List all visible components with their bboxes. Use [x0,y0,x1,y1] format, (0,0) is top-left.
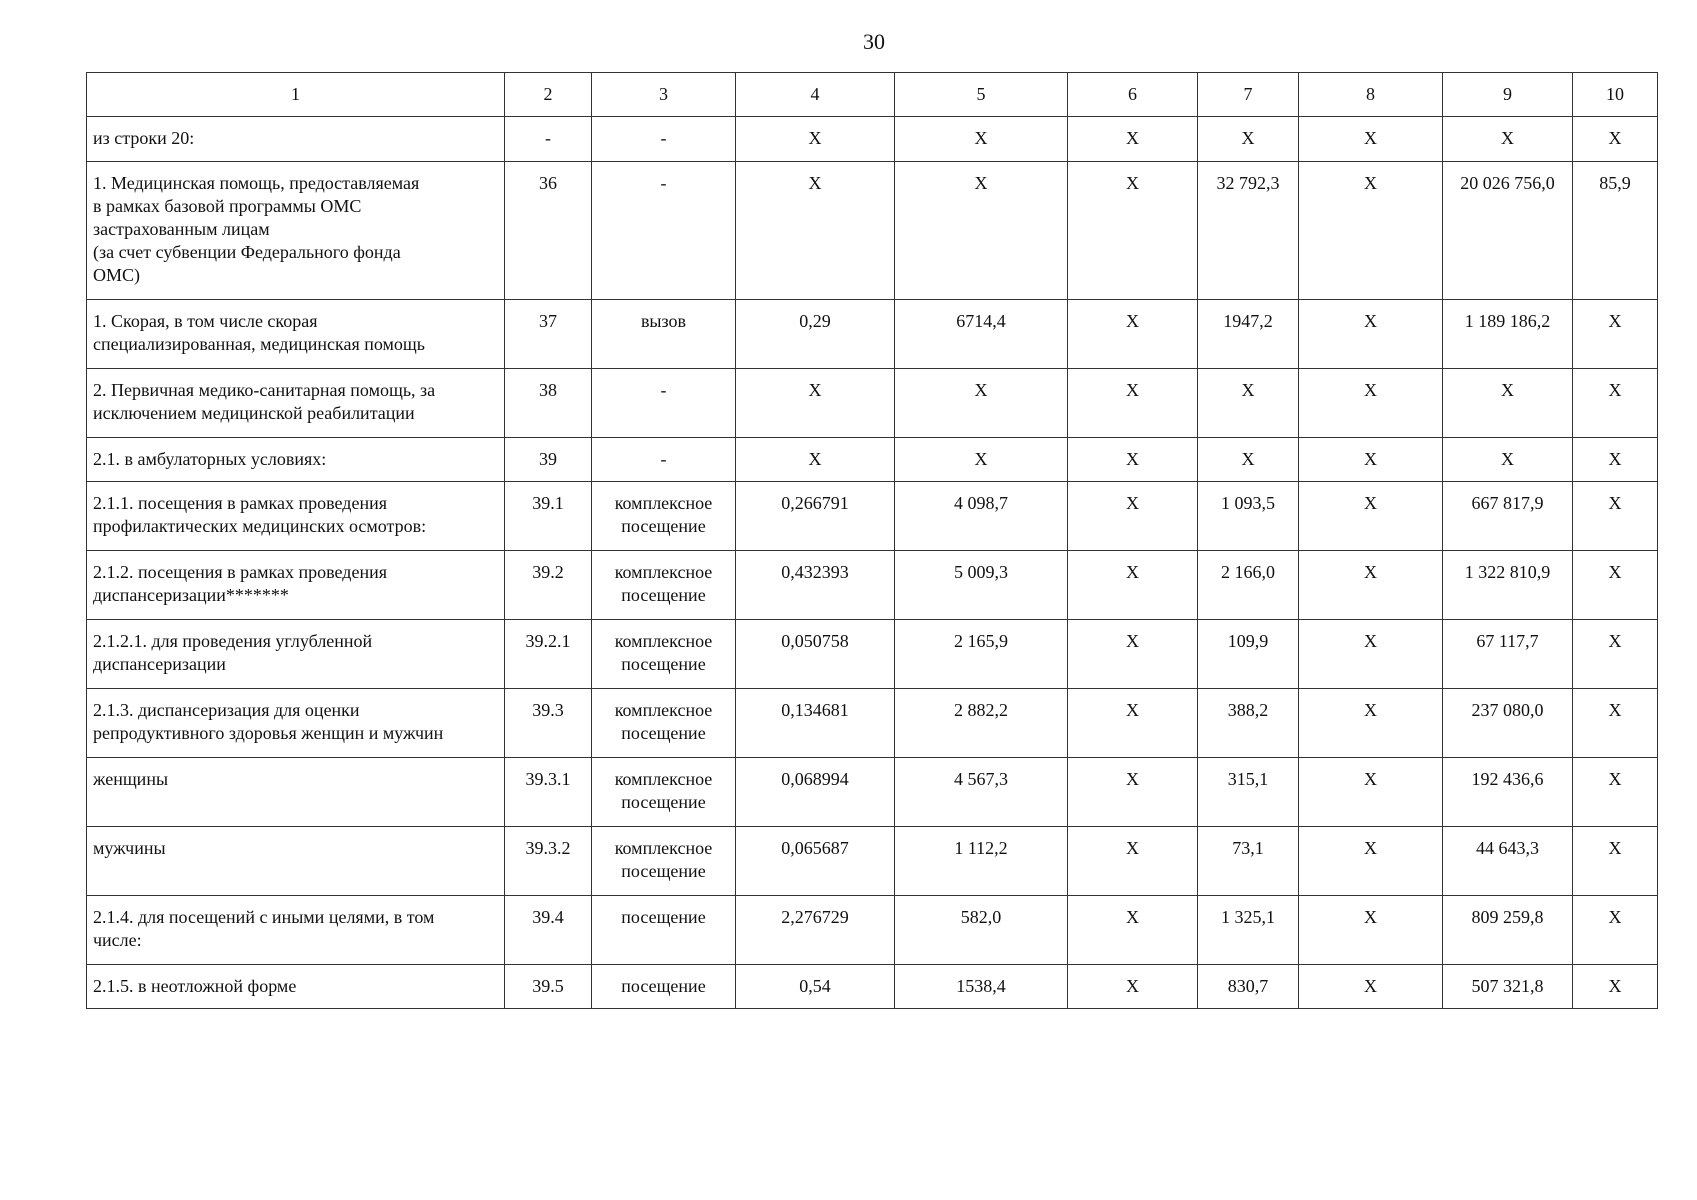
row-name-text: женщины [93,769,169,789]
row-name-cell [87,117,505,162]
col9-cell: 809 259,8 [1443,896,1573,965]
row-name-text: 2. Первичная медико-санитарная помощь, за исключением медицинской реабилитации [93,380,436,423]
col5-cell: Х [895,162,1068,300]
row-name-cell [87,369,505,438]
col6-cell: Х [1068,117,1198,162]
header-cell: 5 [895,73,1068,117]
col7-cell: Х [1198,117,1299,162]
table-row [87,827,1658,896]
table-row [87,162,1658,300]
col6-cell: Х [1068,369,1198,438]
unit-cell: - [592,162,736,300]
col4-cell: 0,065687 [736,827,895,896]
col5-cell: 582,0 [895,896,1068,965]
unit-cell: - [592,438,736,482]
col8-cell: Х [1299,369,1443,438]
col9-cell: 667 817,9 [1443,482,1573,551]
col4-cell: Х [736,369,895,438]
row-name-cell [87,689,505,758]
row-name-cell [87,896,505,965]
col5-cell: 4 098,7 [895,482,1068,551]
table-body [87,73,1658,1009]
col7-cell: Х [1198,438,1299,482]
col5-cell: Х [895,369,1068,438]
row-name-cell [87,551,505,620]
col7-cell: 73,1 [1198,827,1299,896]
row-code-cell: 36 [505,162,592,300]
col7-cell: 32 792,3 [1198,162,1299,300]
row-name-text: 2.1.2.1. для проведения углубленной диспансеризации [93,631,373,674]
col4-cell: 0,29 [736,300,895,369]
col6-cell: Х [1068,438,1198,482]
unit-cell: комплексное посещение [592,689,736,758]
row-code-cell: 37 [505,300,592,369]
col10-cell: Х [1573,896,1658,965]
col7-cell: 2 166,0 [1198,551,1299,620]
col5-cell: 5 009,3 [895,551,1068,620]
row-name-text: 2.1.5. в неотложной форме [93,976,297,996]
row-code-cell: 39.2.1 [505,620,592,689]
col6-cell: Х [1068,896,1198,965]
row-code-cell: 39.3 [505,689,592,758]
row-name-text: 2.1.4. для посещений с иными целями, в том числе: [93,907,435,950]
col5-cell: Х [895,117,1068,162]
col5-cell: 1 112,2 [895,827,1068,896]
col10-cell: Х [1573,438,1658,482]
unit-cell: - [592,117,736,162]
col5-cell: 4 567,3 [895,758,1068,827]
table-row [87,896,1658,965]
col8-cell: Х [1299,689,1443,758]
col4-cell: 0,266791 [736,482,895,551]
col7-cell: 1947,2 [1198,300,1299,369]
col4-cell: 0,432393 [736,551,895,620]
table-row [87,758,1658,827]
col8-cell: Х [1299,965,1443,1009]
col4-cell: Х [736,162,895,300]
col4-cell: Х [736,117,895,162]
col6-cell: Х [1068,300,1198,369]
col9-cell: Х [1443,369,1573,438]
col9-cell: 237 080,0 [1443,689,1573,758]
unit-cell: посещение [592,896,736,965]
row-code-cell: 39 [505,438,592,482]
col9-cell: 67 117,7 [1443,620,1573,689]
table-row [87,689,1658,758]
col4-cell: 0,134681 [736,689,895,758]
col8-cell: Х [1299,482,1443,551]
col6-cell: Х [1068,482,1198,551]
col6-cell: Х [1068,965,1198,1009]
row-name-cell [87,300,505,369]
table-row [87,965,1658,1009]
table-header-row [87,73,1658,117]
col5-cell: 6714,4 [895,300,1068,369]
col8-cell: Х [1299,620,1443,689]
col9-cell: 192 436,6 [1443,758,1573,827]
row-name-text: 1. Медицинская помощь, предоставляемая в рамках базовой программы ОМС застрахованным лицам (за счет субвенции Федерального фонда ОМС) [93,173,420,285]
row-name-cell [87,827,505,896]
col9-cell: Х [1443,117,1573,162]
col10-cell: Х [1573,758,1658,827]
row-code-cell: - [505,117,592,162]
unit-cell: вызов [592,300,736,369]
col6-cell: Х [1068,620,1198,689]
row-name-cell [87,758,505,827]
col4-cell: 0,54 [736,965,895,1009]
row-code-cell: 39.5 [505,965,592,1009]
unit-cell: комплексное посещение [592,482,736,551]
row-name-text: 2.1.1. посещения в рамках проведения профилактических медицинских осмотров: [93,493,427,536]
col9-cell: Х [1443,438,1573,482]
col9-cell: 1 189 186,2 [1443,300,1573,369]
unit-cell: комплексное посещение [592,551,736,620]
table-row [87,300,1658,369]
col10-cell: Х [1573,482,1658,551]
col9-cell: 20 026 756,0 [1443,162,1573,300]
unit-cell: комплексное посещение [592,827,736,896]
col7-cell: Х [1198,369,1299,438]
header-cell: 4 [736,73,895,117]
col4-cell: Х [736,438,895,482]
col6-cell: Х [1068,758,1198,827]
header-cell: 6 [1068,73,1198,117]
col5-cell: Х [895,438,1068,482]
col5-cell: 1538,4 [895,965,1068,1009]
data-table [86,72,1658,1009]
col10-cell: Х [1573,300,1658,369]
col10-cell: Х [1573,620,1658,689]
header-cell: 9 [1443,73,1573,117]
col10-cell: Х [1573,689,1658,758]
col10-cell: Х [1573,827,1658,896]
row-code-cell: 39.4 [505,896,592,965]
unit-cell: комплексное посещение [592,620,736,689]
row-code-cell: 39.3.1 [505,758,592,827]
col9-cell: 507 321,8 [1443,965,1573,1009]
col8-cell: Х [1299,438,1443,482]
header-cell: 10 [1573,73,1658,117]
col8-cell: Х [1299,827,1443,896]
col8-cell: Х [1299,551,1443,620]
row-name-text: 2.1.2. посещения в рамках проведения диспансеризации******* [93,562,387,605]
col4-cell: 2,276729 [736,896,895,965]
col6-cell: Х [1068,689,1198,758]
row-name-cell [87,965,505,1009]
table-row [87,369,1658,438]
col7-cell: 830,7 [1198,965,1299,1009]
col8-cell: Х [1299,117,1443,162]
col10-cell: Х [1573,369,1658,438]
table-row [87,482,1658,551]
row-name-cell [87,620,505,689]
row-name-text: 2.1. в амбулаторных условиях: [93,449,327,469]
row-name-text: 1. Скорая, в том числе скорая специализированная, медицинская помощь [93,311,425,354]
row-name-text: 2.1.3. диспансеризация для оценки репродуктивного здоровья женщин и мужчин [93,700,444,743]
row-code-cell: 39.2 [505,551,592,620]
header-cell: 2 [505,73,592,117]
table-row [87,438,1658,482]
header-cell: 8 [1299,73,1443,117]
col8-cell: Х [1299,896,1443,965]
row-name-cell [87,482,505,551]
table-row [87,620,1658,689]
col10-cell: Х [1573,117,1658,162]
header-cell: 1 [87,73,505,117]
col6-cell: Х [1068,827,1198,896]
col6-cell: Х [1068,551,1198,620]
col9-cell: 1 322 810,9 [1443,551,1573,620]
col7-cell: 315,1 [1198,758,1299,827]
row-name-cell [87,438,505,482]
col5-cell: 2 882,2 [895,689,1068,758]
col4-cell: 0,050758 [736,620,895,689]
col6-cell: Х [1068,162,1198,300]
row-name-text: из строки 20: [93,128,195,148]
page-number: 30 [863,29,885,54]
col8-cell: Х [1299,300,1443,369]
col7-cell: 388,2 [1198,689,1299,758]
col7-cell: 1 093,5 [1198,482,1299,551]
header-cell: 3 [592,73,736,117]
col10-cell: 85,9 [1573,162,1658,300]
col7-cell: 109,9 [1198,620,1299,689]
table-row [87,551,1658,620]
col7-cell: 1 325,1 [1198,896,1299,965]
col10-cell: Х [1573,551,1658,620]
unit-cell: посещение [592,965,736,1009]
row-code-cell: 39.1 [505,482,592,551]
unit-cell: - [592,369,736,438]
row-code-cell: 38 [505,369,592,438]
col5-cell: 2 165,9 [895,620,1068,689]
col4-cell: 0,068994 [736,758,895,827]
col10-cell: Х [1573,965,1658,1009]
col9-cell: 44 643,3 [1443,827,1573,896]
col8-cell: Х [1299,162,1443,300]
col8-cell: Х [1299,758,1443,827]
unit-cell: комплексное посещение [592,758,736,827]
row-code-cell: 39.3.2 [505,827,592,896]
row-name-text: мужчины [93,838,166,858]
header-cell: 7 [1198,73,1299,117]
table-row [87,117,1658,162]
row-name-cell [87,162,505,300]
